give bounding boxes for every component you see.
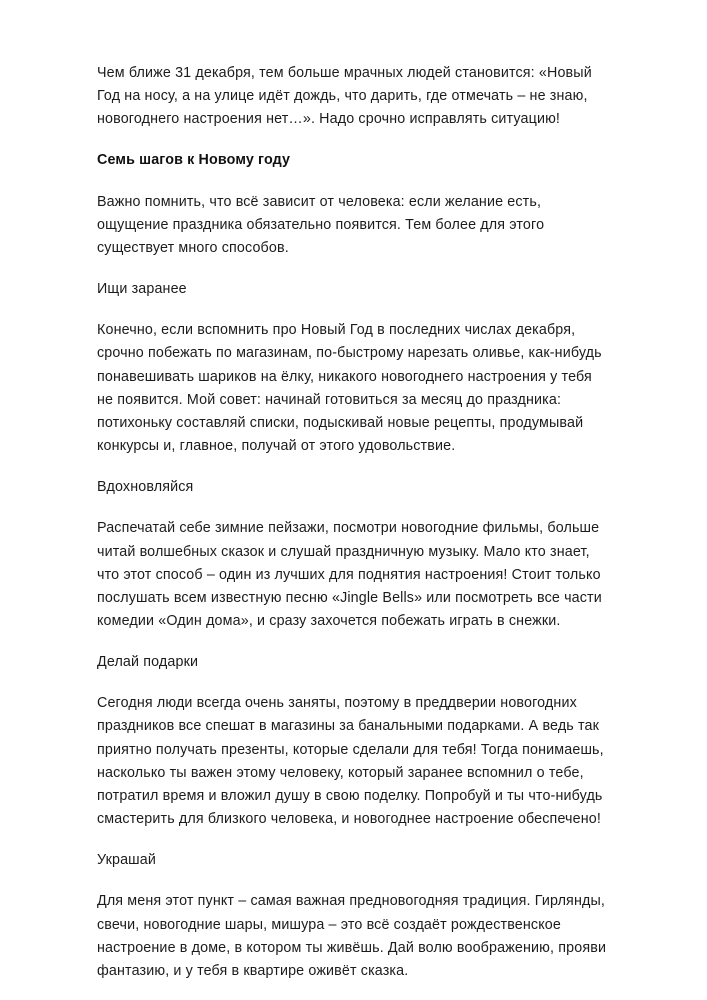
subheading-get-inspired: Вдохновляйся — [97, 479, 194, 496]
document-body — [97, 62, 611, 983]
paragraph-search-early: Конечно, если вспомнить про Новый Год в последних числах декабря, срочно побежать по магазинам, по-быстрому нарезать оливье, как-нибудь понавешивать шариков на ёлку, никакого новогоднего настроения у тебя не появится. Мой совет: начинай готовиться за месяц до праздника: потихоньку составляй списки, подыскивай новые рецепты, продумывай конкурсы и, главное, получай от этого удовольствие. — [97, 322, 602, 455]
paragraph-get-inspired: Распечатай себе зимние пейзажи, посмотри новогодние фильмы, больше читай волшебных сказок и слушай праздничную музыку. Мало кто знает, что этот способ – один из лучших для поднятия настроения! Стоит только послушать всем известную песню «Jingle Bells» или посмотреть все части комедии «Один дома», и сразу захочется побежать играть в снежки. — [97, 520, 602, 629]
paragraph-decorate: Для меня этот пункт – самая важная предновогодняя традиция. Гирлянды, свечи, новогодние шары, мишура – это всё создаёт рождественское настроение в доме, в котором ты живёшь. Дай волю воображению, прояви фантазию, и у тебя в квартире оживёт сказка. — [97, 893, 607, 979]
subheading-search-early: Ищи заранее — [97, 281, 187, 298]
paragraph-importance: Важно помнить, что всё зависит от человека: если желание есть, ощущение праздника обязательно появится. Тем более для этого существует много способов. — [97, 193, 545, 256]
paragraph-make-gifts: Сегодня люди всегда очень заняты, поэтому в преддверии новогодних праздников все спешат в магазины за банальными подарками. А ведь так приятно получать презенты, которые сделали для тебя! Тогда понимаешь, насколько ты важен этому человеку, который заранее вспомнил о тебе, потратил время и вложил душу в свою поделку. Попробуй и ты что-нибудь смастерить для близкого человека, и новогоднее настроение обеспечено! — [97, 695, 604, 828]
subheading-decorate: Украшай — [97, 852, 157, 869]
subheading-make-gifts: Делай подарки — [97, 654, 199, 671]
paragraph-intro: Чем ближе 31 декабря, тем больше мрачных людей становится: «Новый Год на носу, а на улице идёт дождь, что дарить, где отмечать – не знаю, новогоднего настроения нет…». Надо срочно исправлять ситуацию! — [97, 65, 592, 128]
section-heading-seven-steps: Семь шагов к Новому году — [97, 152, 291, 169]
